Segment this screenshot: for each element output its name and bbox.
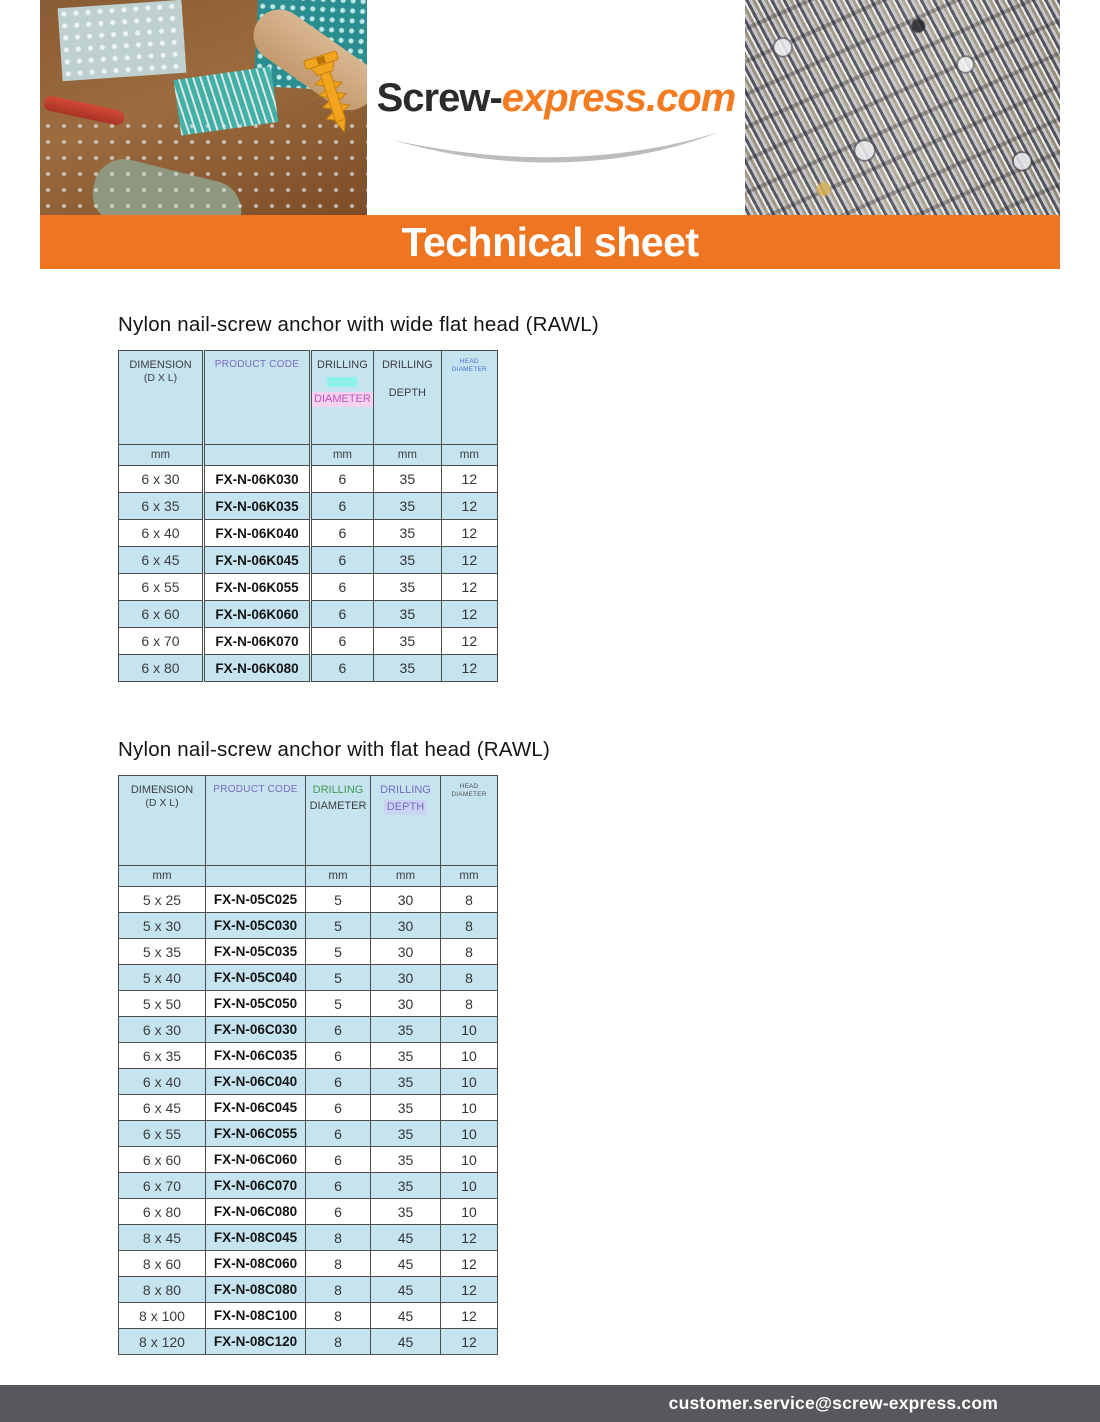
logo xyxy=(367,0,745,215)
table-cell: 6 xyxy=(311,547,374,574)
table-cell: 10 xyxy=(441,1069,498,1095)
table-cell: 8 xyxy=(306,1303,371,1329)
table-cell: 35 xyxy=(373,493,441,520)
table-cell: 8 xyxy=(441,991,498,1017)
unit-cell: mm xyxy=(119,445,204,466)
table-cell: 12 xyxy=(441,1329,498,1355)
table-cell: 6 xyxy=(311,520,374,547)
table-cell: 35 xyxy=(373,601,441,628)
table-cell: FX-N-06C055 xyxy=(206,1121,306,1147)
table-cell: 45 xyxy=(371,1329,441,1355)
table-cell: 6 xyxy=(311,574,374,601)
table-cell: 10 xyxy=(441,1095,498,1121)
table-row xyxy=(119,1121,498,1147)
highlight-artifact xyxy=(327,377,357,387)
table-row xyxy=(119,1251,498,1277)
table-cell: 6 xyxy=(306,1199,371,1225)
header-row xyxy=(119,776,498,866)
table-row xyxy=(119,1069,498,1095)
unit-cell xyxy=(206,866,306,887)
unit-cell: mm xyxy=(373,445,441,466)
table-cell: FX-N-06K035 xyxy=(204,493,311,520)
unit-cell: mm xyxy=(441,445,497,466)
col-product-code xyxy=(204,351,311,445)
table-cell: 8 xyxy=(441,913,498,939)
col-drilling-diameter xyxy=(311,351,374,445)
header-row xyxy=(119,351,498,445)
col-label: HEAD DIAMETER xyxy=(451,783,487,799)
table-cell: 10 xyxy=(441,1199,498,1225)
col-sublabel: (D X L) xyxy=(143,372,178,385)
unit-cell: mm xyxy=(441,866,498,887)
col-dimension xyxy=(119,351,204,445)
table-cell: FX-N-06C030 xyxy=(206,1017,306,1043)
col-label: DIMENSION xyxy=(130,784,194,796)
table-cell: 6 x 70 xyxy=(119,628,204,655)
table-row xyxy=(119,1277,498,1303)
col-label: DRILLING xyxy=(312,784,364,796)
unit-cell: mm xyxy=(306,866,371,887)
unit-cell: mm xyxy=(371,866,441,887)
table-row xyxy=(119,939,498,965)
table-row xyxy=(119,1199,498,1225)
table-cell: 6 x 60 xyxy=(119,601,204,628)
table-cell: 8 xyxy=(441,939,498,965)
table-row xyxy=(119,520,498,547)
unit-cell xyxy=(204,445,311,466)
table-cell: 5 xyxy=(306,887,371,913)
table-cell: 5 xyxy=(306,939,371,965)
table-cell: 5 x 35 xyxy=(119,939,206,965)
banner xyxy=(40,215,1060,269)
table-cell: 12 xyxy=(441,493,497,520)
col-dimension xyxy=(119,776,206,866)
table-row xyxy=(119,1329,498,1355)
table-cell: 6 xyxy=(306,1095,371,1121)
table-cell: FX-N-08C045 xyxy=(206,1225,306,1251)
table-cell: 6 xyxy=(306,1147,371,1173)
table-cell: 12 xyxy=(441,547,497,574)
table-cell: FX-N-06C035 xyxy=(206,1043,306,1069)
table-cell: 6 xyxy=(306,1017,371,1043)
table-cell: 35 xyxy=(373,520,441,547)
table-cell: 6 x 30 xyxy=(119,466,204,493)
table-cell: 12 xyxy=(441,1277,498,1303)
header xyxy=(0,0,1100,215)
footer xyxy=(0,1385,1100,1422)
logo-text-secondary: express.com xyxy=(501,76,736,120)
table-row xyxy=(119,1303,498,1329)
table-cell: 6 x 80 xyxy=(119,655,204,682)
col-drilling-depth xyxy=(371,776,441,866)
table-cell: FX-N-06K040 xyxy=(204,520,311,547)
table-cell: 8 xyxy=(306,1251,371,1277)
table-cell: 6 xyxy=(311,493,374,520)
unit-cell: mm xyxy=(311,445,374,466)
col-drilling-depth xyxy=(373,351,441,445)
table-cell: 30 xyxy=(371,991,441,1017)
table-cell: 35 xyxy=(371,1069,441,1095)
col-sublabel: DEPTH xyxy=(388,387,426,400)
wide-flat-head-table xyxy=(118,350,498,682)
col-label: PRODUCT CODE xyxy=(213,784,298,795)
col-head-diameter xyxy=(441,776,498,866)
table-cell: 8 xyxy=(306,1225,371,1251)
logo-swoosh xyxy=(389,126,724,176)
table-cell: FX-N-05C030 xyxy=(206,913,306,939)
table-cell: 12 xyxy=(441,574,497,601)
table-cell: 6 x 80 xyxy=(119,1199,206,1225)
table-cell: FX-N-06K060 xyxy=(204,601,311,628)
table-row xyxy=(119,913,498,939)
col-sublabel: DEPTH xyxy=(384,800,427,814)
flat-head-table xyxy=(118,775,498,1355)
table-cell: FX-N-06C080 xyxy=(206,1199,306,1225)
table-cell: 5 x 50 xyxy=(119,991,206,1017)
table-cell: 6 xyxy=(306,1121,371,1147)
table-cell: 8 x 60 xyxy=(119,1251,206,1277)
table-row xyxy=(119,1173,498,1199)
table-cell: FX-N-05C040 xyxy=(206,965,306,991)
section-title: Nylon nail-screw anchor with flat head (RAWL) xyxy=(118,738,551,761)
section-wide-flat-head xyxy=(118,313,1100,682)
table-row xyxy=(119,1147,498,1173)
table-row xyxy=(119,655,498,682)
col-sublabel: DIAMETER xyxy=(309,800,367,813)
table-cell: 8 xyxy=(306,1329,371,1355)
table-cell: 6 xyxy=(306,1043,371,1069)
table-cell: FX-N-05C025 xyxy=(206,887,306,913)
table-row xyxy=(119,466,498,493)
table-cell: 5 x 25 xyxy=(119,887,206,913)
unit-cell: mm xyxy=(119,866,206,887)
col-label: DRILLING xyxy=(380,784,431,796)
table-cell: 12 xyxy=(441,1225,498,1251)
table-cell: 8 xyxy=(306,1277,371,1303)
table-cell: 6 x 35 xyxy=(119,1043,206,1069)
table-cell: FX-N-08C080 xyxy=(206,1277,306,1303)
table-cell: 6 xyxy=(306,1069,371,1095)
table-cell: 6 x 60 xyxy=(119,1147,206,1173)
table-cell: FX-N-06K070 xyxy=(204,628,311,655)
section-flat-head xyxy=(118,738,1100,1355)
table-cell: 35 xyxy=(371,1147,441,1173)
table-cell: 10 xyxy=(441,1147,498,1173)
table-cell: 6 x 45 xyxy=(119,1095,206,1121)
table-cell: 6 x 40 xyxy=(119,520,204,547)
table-cell: 35 xyxy=(373,547,441,574)
col-label: DRILLING xyxy=(317,359,368,371)
table-cell: 30 xyxy=(371,913,441,939)
table-cell: FX-N-06C045 xyxy=(206,1095,306,1121)
table-cell: FX-N-06C060 xyxy=(206,1147,306,1173)
table-cell: 12 xyxy=(441,1251,498,1277)
table-cell: 35 xyxy=(373,655,441,682)
table-cell: 6 xyxy=(306,1173,371,1199)
table-row xyxy=(119,601,498,628)
table-cell: 12 xyxy=(441,601,497,628)
table-row xyxy=(119,574,498,601)
table-cell: 6 x 70 xyxy=(119,1173,206,1199)
table-cell: 30 xyxy=(371,939,441,965)
table-row xyxy=(119,991,498,1017)
table-cell: 6 x 55 xyxy=(119,574,204,601)
table-cell: 10 xyxy=(441,1043,498,1069)
table-row xyxy=(119,1095,498,1121)
table-cell: 6 x 45 xyxy=(119,547,204,574)
table-cell: 5 xyxy=(306,965,371,991)
table-cell: 8 xyxy=(441,965,498,991)
table-cell: FX-N-08C120 xyxy=(206,1329,306,1355)
table-cell: 35 xyxy=(371,1095,441,1121)
logo-text-primary: Screw- xyxy=(376,76,502,120)
parts-box xyxy=(57,0,186,82)
table-cell: 5 x 30 xyxy=(119,913,206,939)
table-cell: 35 xyxy=(371,1121,441,1147)
col-sublabel: DIAMETER xyxy=(314,393,371,406)
table-cell: FX-N-05C050 xyxy=(206,991,306,1017)
table-cell: 6 x 55 xyxy=(119,1121,206,1147)
logo-text xyxy=(367,76,745,121)
table-cell: FX-N-06K030 xyxy=(204,466,311,493)
table-cell: FX-N-06K080 xyxy=(204,655,311,682)
table-cell: FX-N-06C070 xyxy=(206,1173,306,1199)
col-label: DRILLING xyxy=(381,359,433,371)
table-cell: FX-N-08C100 xyxy=(206,1303,306,1329)
table-cell: 35 xyxy=(371,1173,441,1199)
content xyxy=(0,313,1100,1355)
col-drilling-diameter xyxy=(306,776,371,866)
col-label: HEAD DIAMETER xyxy=(451,358,487,374)
table-cell: 45 xyxy=(371,1277,441,1303)
table-cell: FX-N-05C035 xyxy=(206,939,306,965)
table-cell: 8 xyxy=(441,887,498,913)
table-cell: 6 xyxy=(311,655,374,682)
table-row xyxy=(119,547,498,574)
table-cell: 45 xyxy=(371,1225,441,1251)
table-cell: 5 xyxy=(306,991,371,1017)
table-cell: 8 x 100 xyxy=(119,1303,206,1329)
table-cell: 8 x 45 xyxy=(119,1225,206,1251)
table-cell: 45 xyxy=(371,1303,441,1329)
table-cell: 6 x 35 xyxy=(119,493,204,520)
table-cell: 10 xyxy=(441,1121,498,1147)
table-row xyxy=(119,1225,498,1251)
table-cell: 12 xyxy=(441,520,497,547)
table-cell: 35 xyxy=(371,1199,441,1225)
table-cell: 5 x 40 xyxy=(119,965,206,991)
screws-photo xyxy=(745,0,1060,215)
table-row xyxy=(119,965,498,991)
table-cell: 8 x 80 xyxy=(119,1277,206,1303)
col-label: DIMENSION xyxy=(129,359,192,371)
units-row xyxy=(119,866,498,887)
table-cell: 6 xyxy=(311,628,374,655)
table-cell: 12 xyxy=(441,655,497,682)
table-cell: 6 x 40 xyxy=(119,1069,206,1095)
col-sublabel: (D X L) xyxy=(145,797,179,810)
section-title: Nylon nail-screw anchor with wide flat head (RAWL) xyxy=(118,313,599,336)
table-cell: 35 xyxy=(373,574,441,601)
table-cell: 8 x 120 xyxy=(119,1329,206,1355)
table-cell: 6 xyxy=(311,466,374,493)
table-row xyxy=(119,1017,498,1043)
banner-title: Technical sheet xyxy=(401,218,699,265)
col-label: PRODUCT CODE xyxy=(214,359,300,370)
table-cell: 12 xyxy=(441,466,497,493)
table-cell: 6 x 30 xyxy=(119,1017,206,1043)
table-cell: 45 xyxy=(371,1251,441,1277)
table-cell: FX-N-06K055 xyxy=(204,574,311,601)
table-row xyxy=(119,628,498,655)
table-cell: FX-N-06C040 xyxy=(206,1069,306,1095)
table-cell: FX-N-06K045 xyxy=(204,547,311,574)
table-row xyxy=(119,493,498,520)
table-cell: 35 xyxy=(371,1043,441,1069)
footer-email: customer.service@screw-express.com xyxy=(668,1393,998,1413)
table-cell: 30 xyxy=(371,887,441,913)
col-product-code xyxy=(206,776,306,866)
table-cell: 5 xyxy=(306,913,371,939)
table-row xyxy=(119,1043,498,1069)
units-row xyxy=(119,445,498,466)
table-cell: 10 xyxy=(441,1017,498,1043)
table-cell: 35 xyxy=(373,466,441,493)
table-cell: FX-N-08C060 xyxy=(206,1251,306,1277)
table-cell: 35 xyxy=(371,1017,441,1043)
table-cell: 12 xyxy=(441,628,497,655)
table-row xyxy=(119,887,498,913)
table-cell: 30 xyxy=(371,965,441,991)
table-cell: 35 xyxy=(373,628,441,655)
table-cell: 12 xyxy=(441,1303,498,1329)
table-cell: 6 xyxy=(311,601,374,628)
table-cell: 10 xyxy=(441,1173,498,1199)
col-head-diameter xyxy=(441,351,497,445)
